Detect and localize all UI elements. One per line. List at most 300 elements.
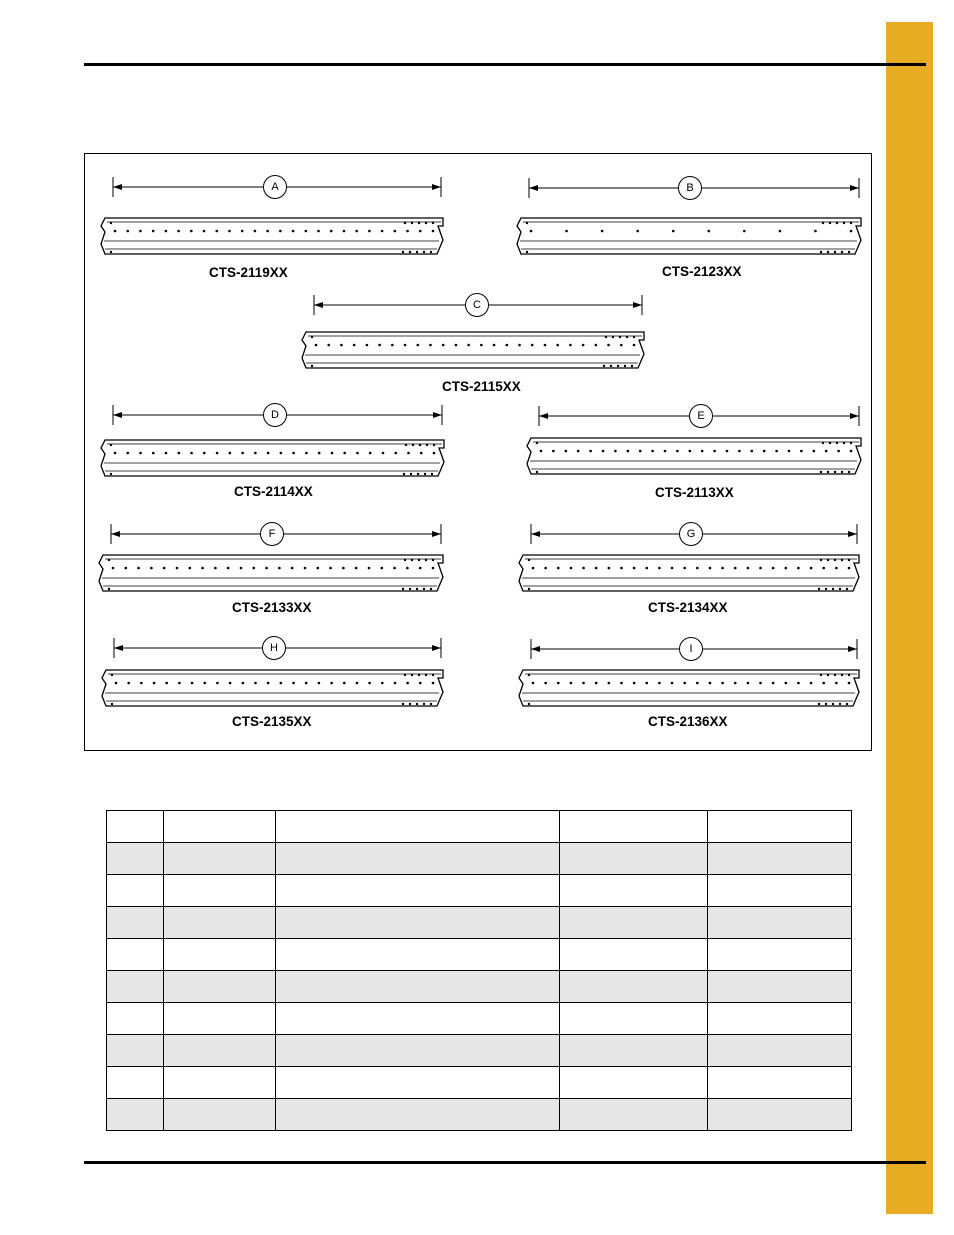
table-cell <box>107 939 164 971</box>
rail-hole-c <box>311 365 313 367</box>
rail-hole-f <box>411 559 413 561</box>
rail-hole-c <box>595 344 598 347</box>
table-cell <box>708 875 852 907</box>
rail-hole-e <box>837 450 840 453</box>
rail-hole-i <box>747 682 750 685</box>
rail-hole-f <box>402 588 404 590</box>
rail-hole-i <box>557 682 560 685</box>
rail-hole-e <box>834 471 836 473</box>
rail-hole-d <box>356 452 359 455</box>
rail-hole-c <box>619 336 621 338</box>
rail-hole-c <box>569 344 572 347</box>
rail-hole-f <box>406 567 409 570</box>
table-cell <box>560 1035 708 1067</box>
dimension-label-i: I <box>679 637 703 661</box>
rail-hole-c <box>493 344 496 347</box>
rail-hole-h <box>115 682 118 685</box>
table-cell <box>163 843 275 875</box>
part-label-f: CTS-2133XX <box>232 600 312 615</box>
rail-hole-i <box>582 682 585 685</box>
rail-hole-e <box>848 471 850 473</box>
table-cell <box>275 1099 560 1131</box>
table-cell <box>275 843 560 875</box>
rail-hole-a <box>394 230 397 233</box>
rail-hole-a <box>409 251 411 253</box>
rail-hole-c <box>620 344 623 347</box>
rail-hole-g <box>671 567 674 570</box>
table-cell <box>275 907 560 939</box>
table-header-cell <box>708 811 852 843</box>
rail-hole-d <box>417 473 419 475</box>
table-row <box>107 1003 852 1035</box>
rail-hole-h <box>406 682 409 685</box>
part-label-d: CTS-2114XX <box>234 484 313 499</box>
rail-hole-f <box>432 559 434 561</box>
rail-hole-a <box>402 251 404 253</box>
rail-hole-d <box>382 452 385 455</box>
rail-hole-f <box>368 567 371 570</box>
rail-hole-a <box>368 230 371 233</box>
table-cell <box>560 875 708 907</box>
rail-hole-f <box>291 567 294 570</box>
rail-hole-c <box>506 344 509 347</box>
rail-hole-d <box>139 452 142 455</box>
table-cell <box>275 1067 560 1099</box>
rail-hole-h <box>111 703 113 705</box>
rail-hole-d <box>267 452 270 455</box>
rail-hole-g <box>839 588 841 590</box>
rail-hole-e <box>536 471 538 473</box>
rail-hole-e <box>820 471 822 473</box>
rail-hole-g <box>841 559 843 561</box>
rail-hole-f <box>265 567 268 570</box>
rail-hole-h <box>305 682 308 685</box>
rail-hole-b <box>779 230 782 233</box>
table-header-cell <box>163 811 275 843</box>
rail-hole-f <box>240 567 243 570</box>
rail-hole-i <box>734 682 737 685</box>
rail-hole-g <box>747 567 750 570</box>
rail-hole-h <box>432 674 434 676</box>
table-cell <box>107 907 164 939</box>
rail-hole-c <box>327 344 330 347</box>
rail-hole-a <box>330 230 333 233</box>
rail-hole-b <box>850 230 853 233</box>
rail-hole-b <box>636 230 639 233</box>
rail-hole-h <box>229 682 232 685</box>
stiffener-drawings <box>85 154 873 752</box>
rail-hole-g <box>846 588 848 590</box>
arrow-right-c <box>633 302 642 308</box>
section-tab <box>886 22 933 1214</box>
rail-hole-f <box>163 567 166 570</box>
table-header-cell <box>107 811 164 843</box>
rail-hole-g <box>557 567 560 570</box>
table-cell <box>708 971 852 1003</box>
rail-hole-a <box>425 222 427 224</box>
table-row <box>107 1067 852 1099</box>
rail-hole-f <box>108 559 110 561</box>
rail-hole-a <box>416 251 418 253</box>
table-cell <box>163 875 275 907</box>
rail-hole-f <box>425 559 427 561</box>
rail-hole-e <box>751 450 754 453</box>
rail-hole-c <box>633 344 636 347</box>
rail-hole-h <box>404 674 406 676</box>
rail-hole-i <box>620 682 623 685</box>
table-cell <box>708 939 852 971</box>
part-label-a: CTS-2119XX <box>209 265 288 280</box>
rail-hole-h <box>203 682 206 685</box>
rail-hole-d <box>394 452 397 455</box>
rail-hole-i <box>797 682 800 685</box>
rail-hole-e <box>664 450 667 453</box>
rail-hole-g <box>595 567 598 570</box>
rail-hole-e <box>536 442 538 444</box>
table-cell <box>560 1067 708 1099</box>
rail-hole-i <box>822 682 825 685</box>
rail-hole-d <box>424 473 426 475</box>
rail-hole-e <box>713 450 716 453</box>
rail-hole-c <box>612 336 614 338</box>
part-label-c: CTS-2115XX <box>442 379 521 394</box>
rail-hole-i <box>848 682 851 685</box>
rail-hole-f <box>430 588 432 590</box>
table-cell <box>560 939 708 971</box>
rail-hole-i <box>810 682 813 685</box>
dimension-label-h: H <box>262 636 286 660</box>
rail-hole-b <box>707 230 710 233</box>
rail-hole-i <box>820 674 822 676</box>
rail-hole-f <box>419 567 422 570</box>
rail-hole-g <box>658 567 661 570</box>
rail-hole-g <box>734 567 737 570</box>
rail-hole-b <box>843 222 845 224</box>
rail-hole-c <box>467 344 470 347</box>
rail-hole-f <box>150 567 153 570</box>
rail-hole-e <box>822 442 824 444</box>
rail-hole-f <box>304 567 307 570</box>
dimension-label-g: G <box>679 522 703 546</box>
rail-hole-g <box>832 588 834 590</box>
table-cell <box>163 907 275 939</box>
rail-hole-h <box>419 682 422 685</box>
rail-hole-e <box>689 450 692 453</box>
rail-hole-b <box>526 251 528 253</box>
rail-hole-f <box>137 567 140 570</box>
rail-hole-g <box>848 559 850 561</box>
rail-hole-c <box>631 365 633 367</box>
rail-hole-d <box>405 444 407 446</box>
dimension-label-f: F <box>260 522 284 546</box>
rail-hole-g <box>827 559 829 561</box>
rail-hole-b <box>841 251 843 253</box>
rail-hole-c <box>610 365 612 367</box>
rail-hole-b <box>814 230 817 233</box>
rail-hole-i <box>846 703 848 705</box>
table-row <box>107 875 852 907</box>
rail-hole-c <box>480 344 483 347</box>
rail-hole-d <box>216 452 219 455</box>
rail-hole-f <box>423 588 425 590</box>
rail-hole-a <box>381 230 384 233</box>
arrow-right-d <box>433 412 442 418</box>
rail-hole-a <box>343 230 346 233</box>
rail-hole-d <box>280 452 283 455</box>
rail-hole-c <box>603 365 605 367</box>
rail-hole-i <box>532 682 535 685</box>
rail-hole-e <box>565 450 568 453</box>
table-cell <box>163 1099 275 1131</box>
rail-hole-d <box>433 452 436 455</box>
rail-hole-f <box>125 567 128 570</box>
rail-hole-f <box>432 567 435 570</box>
rail-hole-e <box>763 450 766 453</box>
rail-hole-f <box>393 567 396 570</box>
table-cell <box>163 939 275 971</box>
rail-hole-b <box>601 230 604 233</box>
table-cell <box>163 971 275 1003</box>
rail-hole-i <box>848 674 850 676</box>
rail-hole-g <box>528 559 530 561</box>
rail-hole-h <box>267 682 270 685</box>
rail-hole-a <box>411 222 413 224</box>
rail-hole-d <box>420 452 423 455</box>
rail-hole-g <box>797 567 800 570</box>
rail-hole-e <box>540 450 543 453</box>
rail-hole-f <box>201 567 204 570</box>
rail-hole-d <box>410 473 412 475</box>
rail-hole-b <box>672 230 675 233</box>
rail-hole-g <box>825 588 827 590</box>
rail-hole-i <box>696 682 699 685</box>
rail-hole-a <box>203 230 206 233</box>
rail-hole-h <box>140 682 143 685</box>
arrow-right-i <box>848 646 857 652</box>
rail-hole-e <box>552 450 555 453</box>
table-cell <box>163 1003 275 1035</box>
dimension-label-b: B <box>678 176 702 200</box>
table-row <box>107 843 852 875</box>
rail-hole-e <box>836 442 838 444</box>
rail-hole-h <box>292 682 295 685</box>
rail-hole-a <box>165 230 168 233</box>
rail-hole-g <box>772 567 775 570</box>
table-cell <box>708 907 852 939</box>
rail-hole-g <box>785 567 788 570</box>
rail-hole-d <box>433 444 435 446</box>
rail-hole-c <box>582 344 585 347</box>
rail-hole-h <box>402 703 404 705</box>
rail-hole-h <box>368 682 371 685</box>
rail-hole-g <box>608 567 611 570</box>
rail-hole-c <box>429 344 432 347</box>
rail-hole-c <box>624 365 626 367</box>
rail-hole-h <box>127 682 130 685</box>
rail-hole-d <box>318 452 321 455</box>
arrow-left-d <box>113 412 122 418</box>
rail-hole-a <box>418 222 420 224</box>
rail-hole-c <box>340 344 343 347</box>
rail-hole-c <box>531 344 534 347</box>
rail-hole-g <box>759 567 762 570</box>
rail-hole-b <box>743 230 746 233</box>
rail-hole-g <box>822 567 825 570</box>
rail-hole-e <box>676 450 679 453</box>
rail-hole-h <box>153 682 156 685</box>
rail-hole-c <box>442 344 445 347</box>
dimension-label-a: A <box>263 175 287 199</box>
dimension-label-e: E <box>689 404 713 428</box>
stiffener-rail-f <box>99 555 443 591</box>
arrow-right-f <box>432 531 441 537</box>
footer-rule <box>84 1161 926 1164</box>
rail-hole-d <box>431 473 433 475</box>
rail-hole-e <box>825 450 828 453</box>
rail-hole-e <box>701 450 704 453</box>
arrow-right-b <box>850 185 859 191</box>
rail-hole-a <box>114 230 117 233</box>
rail-hole-h <box>178 682 181 685</box>
rail-hole-b <box>526 222 528 224</box>
rail-hole-d <box>343 452 346 455</box>
table-cell <box>107 1099 164 1131</box>
rail-hole-h <box>330 682 333 685</box>
rail-hole-d <box>412 444 414 446</box>
rail-hole-i <box>683 682 686 685</box>
stiffener-figure <box>84 153 872 751</box>
rail-hole-g <box>620 567 623 570</box>
table-row <box>107 907 852 939</box>
table-cell <box>275 1003 560 1035</box>
rail-hole-a <box>317 230 320 233</box>
table-cell <box>163 1067 275 1099</box>
part-label-h: CTS-2135XX <box>232 714 312 729</box>
rail-hole-g <box>696 567 699 570</box>
rail-hole-e <box>651 450 654 453</box>
table-cell <box>163 1035 275 1067</box>
rail-hole-a <box>423 251 425 253</box>
table-cell <box>107 875 164 907</box>
rail-hole-g <box>834 559 836 561</box>
arrow-right-g <box>848 531 857 537</box>
rail-hole-f <box>317 567 320 570</box>
table-row <box>107 1035 852 1067</box>
rail-hole-h <box>411 674 413 676</box>
rail-hole-c <box>617 365 619 367</box>
rail-hole-b <box>820 251 822 253</box>
rail-hole-e <box>726 450 729 453</box>
rail-hole-i <box>772 682 775 685</box>
rail-hole-c <box>544 344 547 347</box>
rail-hole-c <box>404 344 407 347</box>
table-cell <box>107 1003 164 1035</box>
rail-hole-i <box>595 682 598 685</box>
rail-hole-a <box>177 230 180 233</box>
rail-hole-c <box>455 344 458 347</box>
rail-hole-a <box>355 230 358 233</box>
rail-hole-a <box>305 230 308 233</box>
rail-hole-a <box>215 230 218 233</box>
part-label-b: CTS-2123XX <box>662 264 742 279</box>
rail-hole-f <box>253 567 256 570</box>
rail-hole-h <box>418 674 420 676</box>
rail-hole-a <box>430 251 432 253</box>
rail-hole-i <box>671 682 674 685</box>
rail-hole-b <box>850 222 852 224</box>
table-cell <box>107 843 164 875</box>
rail-hole-i <box>633 682 636 685</box>
rail-hole-d <box>110 473 112 475</box>
rail-hole-g <box>820 559 822 561</box>
rail-hole-b <box>836 222 838 224</box>
table-cell <box>107 1067 164 1099</box>
rail-hole-e <box>589 450 592 453</box>
rail-hole-e <box>829 442 831 444</box>
rail-hole-g <box>848 567 851 570</box>
rail-hole-e <box>850 450 853 453</box>
rail-hole-h <box>416 703 418 705</box>
rail-hole-e <box>827 471 829 473</box>
rail-hole-e <box>738 450 741 453</box>
rail-hole-e <box>602 450 605 453</box>
rail-hole-a <box>254 230 257 233</box>
rail-hole-a <box>110 222 112 224</box>
rail-hole-i <box>709 682 712 685</box>
parts-table <box>106 810 852 1131</box>
arrow-left-g <box>531 531 540 537</box>
rail-hole-i <box>825 703 827 705</box>
rail-hole-a <box>152 230 155 233</box>
arrow-left-i <box>531 646 540 652</box>
rail-hole-i <box>827 674 829 676</box>
rail-hole-h <box>111 674 113 676</box>
rail-hole-b <box>827 251 829 253</box>
rail-hole-h <box>425 674 427 676</box>
rail-hole-h <box>165 682 168 685</box>
rail-hole-b <box>829 222 831 224</box>
table-row <box>107 939 852 971</box>
rail-hole-d <box>403 473 405 475</box>
rail-hole-i <box>721 682 724 685</box>
rail-hole-a <box>432 230 435 233</box>
rail-hole-a <box>190 230 193 233</box>
rail-hole-g <box>633 567 636 570</box>
arrow-right-a <box>432 184 441 190</box>
part-label-i: CTS-2136XX <box>648 714 728 729</box>
rail-hole-c <box>416 344 419 347</box>
rail-hole-g <box>544 567 547 570</box>
rail-hole-a <box>419 230 422 233</box>
rail-hole-i <box>834 674 836 676</box>
rail-hole-f <box>416 588 418 590</box>
rail-hole-i <box>570 682 573 685</box>
rail-hole-e <box>627 450 630 453</box>
rail-hole-i <box>818 703 820 705</box>
rail-hole-f <box>418 559 420 561</box>
rail-hole-b <box>565 230 568 233</box>
rail-hole-f <box>214 567 217 570</box>
rail-hole-h <box>423 703 425 705</box>
arrow-right-e <box>850 413 859 419</box>
rail-hole-g <box>709 567 712 570</box>
table-cell <box>107 971 164 1003</box>
rail-hole-g <box>721 567 724 570</box>
table-header-cell <box>275 811 560 843</box>
rail-hole-b <box>834 251 836 253</box>
rail-hole-d <box>254 452 257 455</box>
rail-hole-e <box>639 450 642 453</box>
